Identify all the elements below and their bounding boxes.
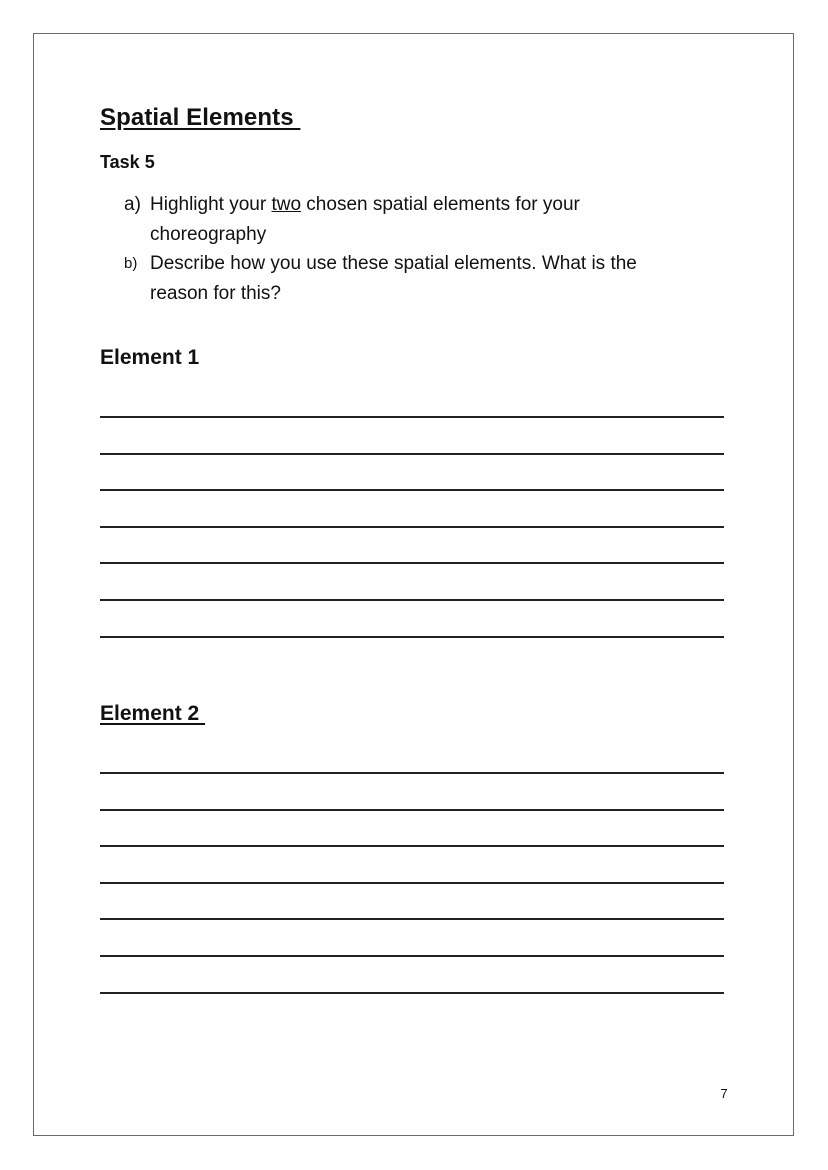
task-item-a-emphasis: two: [271, 194, 302, 215]
answer-line: [100, 416, 724, 418]
task-item-a-text: [150, 194, 580, 245]
answer-line: [100, 882, 724, 884]
task-item-a: [124, 190, 684, 249]
task-instructions: [124, 190, 684, 308]
page-number: 7: [720, 1086, 728, 1101]
answer-line: [100, 636, 724, 638]
answer-line: [100, 772, 724, 774]
answer-line: [100, 526, 724, 528]
element-1-heading: Element 1: [100, 346, 200, 369]
task-item-b-marker: b): [124, 255, 138, 272]
page-title: Spatial Elements: [100, 104, 301, 131]
task-label: Task 5: [100, 152, 155, 172]
task-item-b: [124, 249, 684, 308]
answer-line: [100, 845, 724, 847]
task-item-a-marker: a): [124, 194, 141, 215]
answer-line: [100, 955, 724, 957]
answer-line: [100, 489, 724, 491]
answer-line: [100, 453, 724, 455]
task-item-b-text: Describe how you use these spatial elements. What is the reason for this?: [150, 253, 637, 304]
task-item-a-text-before: Highlight your: [150, 194, 272, 215]
element-2-heading: Element 2: [100, 702, 206, 725]
answer-line: [100, 918, 724, 920]
answer-line: [100, 809, 724, 811]
answer-line: [100, 562, 724, 564]
answer-line: [100, 599, 724, 601]
answer-line: [100, 992, 724, 994]
task-item-a-text-after: chosen spatial elements for your choreography: [150, 194, 580, 245]
